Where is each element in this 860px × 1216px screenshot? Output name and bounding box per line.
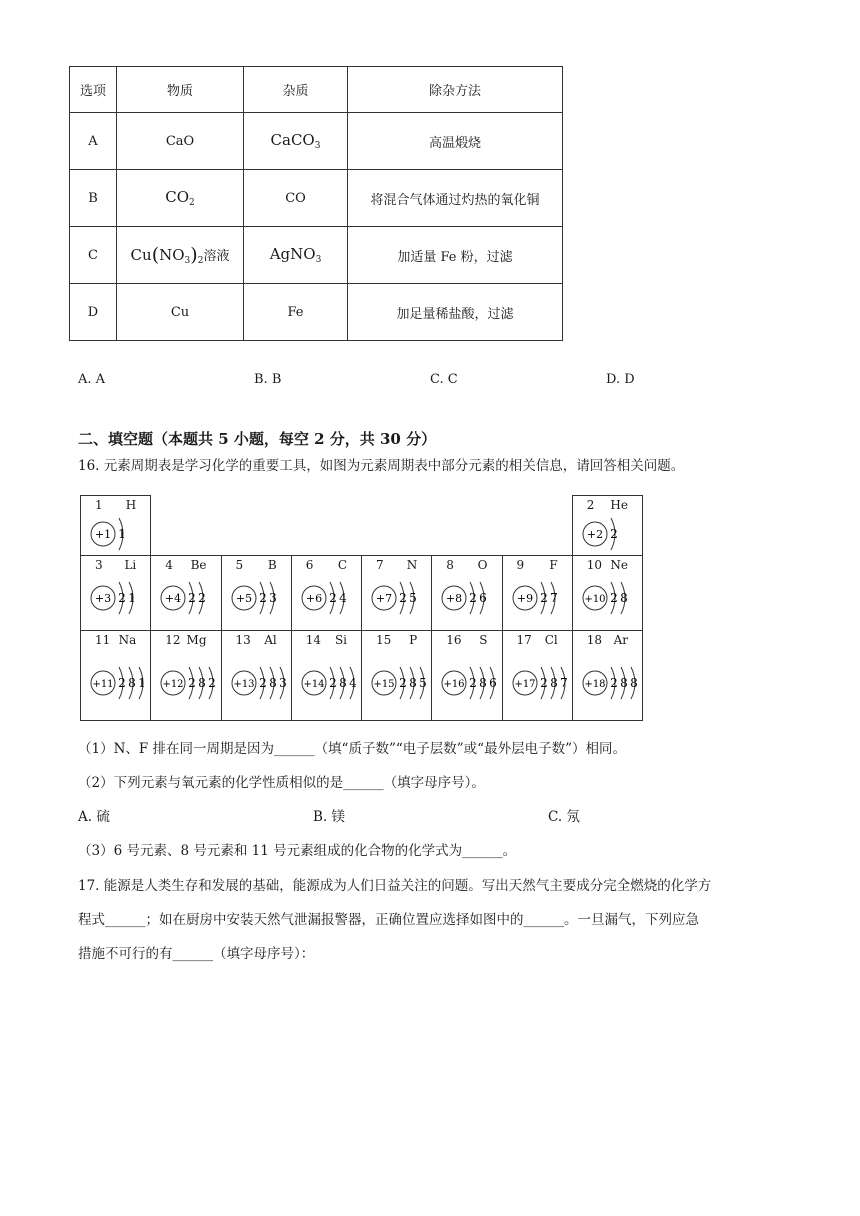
table-header-cell: 除杂方法 [348, 67, 563, 113]
subscript: 3 [184, 256, 191, 266]
nuclear-charge: +8 [446, 592, 463, 605]
element-cell [291, 555, 362, 631]
atomic-number: 8 [446, 558, 454, 572]
element-cell [431, 555, 502, 631]
impurity-formula: CaCO [270, 131, 315, 149]
q16-option-a[interactable]: A. 硫 [78, 809, 110, 825]
element-symbol: Li [124, 558, 137, 572]
substance-cell [117, 170, 244, 227]
q16-stem: 16. 元素周期表是学习化学的重要工具，如图为元素周期表中部分元素的相关信息，请回答相关问题。 [78, 458, 685, 474]
element-cell [431, 630, 502, 721]
q16-sub1: （1）N、F 排在同一周期是因为______（填“质子数”“电子层数”或“最外层电子数”）相同。 [78, 741, 626, 757]
table-header-cell: 杂质 [244, 67, 348, 113]
element-cell [502, 630, 573, 721]
nuclear-charge: +9 [516, 592, 533, 605]
subscript: 3 [314, 141, 321, 151]
substance-formula: CO [165, 188, 190, 206]
table-header-cell: 物质 [117, 67, 244, 113]
shell-electron-count: 8 [128, 676, 136, 690]
atomic-number: 13 [235, 633, 251, 647]
element-cell [572, 630, 643, 721]
nuclear-charge: +10 [584, 594, 606, 605]
nuclear-charge: +3 [94, 592, 112, 605]
choice-b[interactable]: B. B [254, 372, 282, 387]
atomic-number: 11 [95, 633, 111, 647]
element-symbol: F [549, 558, 558, 572]
atom-structure-diagram [573, 631, 643, 721]
shell-electron-count: 8 [409, 676, 417, 690]
atom-structure-diagram [81, 556, 151, 631]
shell-electron-count: 2 [399, 676, 407, 690]
table-header-cell: 选项 [70, 67, 117, 113]
shell-electron-count: 3 [278, 676, 287, 690]
option-cell: D [70, 284, 117, 341]
element-symbol: H [125, 498, 137, 512]
element-symbol: Si [334, 633, 347, 647]
nuclear-charge: +11 [92, 679, 114, 690]
shell-electron-count: 2 [258, 591, 267, 605]
element-symbol: B [267, 558, 277, 572]
shell-electron-count: 2 [188, 676, 197, 690]
choice-c[interactable]: C. C [430, 372, 458, 387]
shell-electron-count: 2 [609, 527, 618, 541]
element-cell [291, 630, 362, 721]
atom-structure-diagram [222, 556, 292, 631]
method-cell: 加适量 Fe 粉，过滤 [348, 227, 563, 284]
option-cell: A [70, 113, 117, 170]
element-symbol: Al [264, 633, 277, 647]
table-row [70, 170, 563, 227]
q16-option-c[interactable]: C. 氖 [548, 809, 580, 825]
element-symbol: Be [190, 558, 207, 572]
shell-electron-count: 2 [539, 676, 548, 690]
shell-electron-count: 7 [549, 591, 558, 605]
substance-cell [117, 227, 244, 284]
atom-structure-diagram [573, 556, 643, 631]
option-cell: B [70, 170, 117, 227]
atom-structure-diagram [362, 631, 432, 721]
substance-cell: CaO [117, 113, 244, 170]
purification-table [69, 66, 563, 341]
atomic-number: 15 [376, 633, 392, 647]
element-cell [361, 555, 432, 631]
shell-electron-count: 2 [609, 676, 618, 690]
element-cell [221, 555, 292, 631]
atomic-number: 2 [586, 498, 595, 512]
atom-structure-diagram [292, 631, 362, 721]
atom-structure-diagram [432, 631, 502, 721]
atom-structure-diagram [222, 631, 292, 721]
subscript: 3 [315, 255, 322, 265]
nuclear-charge: +12 [162, 679, 184, 690]
shell-electron-count: 7 [559, 676, 568, 690]
method-cell: 加足量稀盐酸，过滤 [348, 284, 563, 341]
q17-line1: 17. 能源是人类生存和发展的基础，能源成为人们日益关注的问题。写出天然气主要成分完全燃烧的化学方 [78, 878, 712, 894]
section-heading: 二、填空题（本题共 5 小题，每空 2 分，共 30 分） [78, 430, 437, 448]
shell-electron-count: 2 [469, 676, 478, 690]
element-cell [572, 555, 643, 631]
element-cell [80, 495, 151, 556]
element-symbol: He [610, 498, 628, 512]
shell-electron-count: 1 [128, 591, 136, 605]
substance-formula-part: NO [159, 246, 185, 264]
element-symbol: N [406, 558, 418, 572]
substance-cell: Cu [117, 284, 244, 341]
shell-electron-count: 8 [338, 676, 347, 690]
shell-electron-count: 1 [138, 676, 146, 690]
shell-electron-count: 2 [328, 591, 337, 605]
shell-electron-count: 5 [409, 591, 417, 605]
atomic-number: 12 [165, 633, 181, 647]
periodic-table-figure [80, 495, 642, 720]
atom-structure-diagram [573, 496, 643, 556]
atomic-number: 7 [376, 558, 384, 572]
nuclear-charge: +1 [94, 528, 112, 541]
shell-electron-count: 4 [348, 676, 357, 690]
atom-structure-diagram [362, 556, 432, 631]
substance-formula-part: Cu [130, 246, 152, 264]
nuclear-charge: +4 [165, 592, 182, 605]
atom-structure-diagram [432, 556, 502, 631]
table-row [70, 113, 563, 170]
atomic-number: 9 [516, 558, 525, 572]
element-cell [221, 630, 292, 721]
table-row [70, 284, 563, 341]
shell-electron-count: 8 [619, 676, 628, 690]
shell-electron-count: 2 [399, 591, 407, 605]
element-symbol: Ar [613, 633, 628, 647]
shell-electron-count: 8 [198, 676, 207, 690]
method-cell: 高温煅烧 [348, 113, 563, 170]
shell-electron-count: 2 [539, 591, 548, 605]
nuclear-charge: +6 [305, 592, 322, 605]
atomic-number: 17 [516, 633, 532, 647]
q17-line2: 程式______；如在厨房中安装天然气泄漏报警器，正确位置应选择如图中的______。一旦漏气，下列应急 [78, 912, 699, 928]
shell-electron-count: 8 [619, 591, 628, 605]
shell-electron-count: 8 [268, 676, 277, 690]
element-symbol: S [479, 633, 488, 647]
element-cell [502, 555, 573, 631]
nuclear-charge: +15 [373, 679, 395, 690]
atomic-number: 4 [165, 558, 173, 572]
impurity-cell: CO [244, 170, 348, 227]
element-cell [361, 630, 432, 721]
q17-line3: 措施不可行的有______（填字母序号）： [78, 946, 315, 962]
nuclear-charge: +13 [232, 679, 255, 690]
atomic-number: 10 [586, 558, 603, 572]
nuclear-charge: +14 [303, 679, 325, 690]
subscript: 2 [197, 256, 204, 266]
shell-electron-count: 6 [479, 591, 488, 605]
element-cell [80, 630, 151, 721]
atomic-number: 5 [235, 558, 244, 572]
impurity-cell [244, 113, 348, 170]
atomic-number: 1 [95, 498, 103, 512]
shell-electron-count: 1 [118, 527, 126, 541]
shell-electron-count: 2 [609, 591, 618, 605]
element-symbol: Mg [186, 633, 207, 647]
impurity-formula: AgNO [269, 245, 316, 263]
option-cell: C [70, 227, 117, 284]
atom-structure-diagram [151, 556, 221, 631]
atomic-number: 14 [305, 633, 322, 647]
atom-structure-diagram [81, 496, 151, 556]
atom-structure-diagram [503, 556, 573, 631]
choice-d[interactable]: D. D [606, 372, 635, 387]
element-cell [150, 630, 221, 721]
shell-electron-count: 2 [258, 676, 267, 690]
atomic-number: 18 [586, 633, 603, 647]
nuclear-charge: +7 [375, 592, 393, 605]
nuclear-charge: +2 [586, 528, 603, 541]
shell-electron-count: 5 [419, 676, 427, 690]
shell-electron-count: 8 [629, 676, 638, 690]
element-cell [572, 495, 643, 556]
element-symbol: C [337, 558, 347, 572]
nuclear-charge: +17 [513, 679, 536, 690]
element-symbol: Ne [610, 558, 628, 572]
atomic-number: 16 [446, 633, 462, 647]
shell-electron-count: 2 [118, 676, 126, 690]
paren-open: ( [151, 244, 160, 266]
shell-electron-count: 2 [328, 676, 337, 690]
shell-electron-count: 2 [118, 591, 126, 605]
q16-sub2: （2）下列元素与氧元素的化学性质相似的是______（填字母序号）。 [78, 775, 485, 791]
q16-sub3: （3）6 号元素、8 号元素和 11 号元素组成的化合物的化学式为______。 [78, 843, 517, 859]
shell-electron-count: 2 [208, 676, 217, 690]
element-cell [80, 555, 151, 631]
element-symbol: Na [118, 633, 137, 647]
atom-structure-diagram [81, 631, 151, 721]
table-row [70, 227, 563, 284]
impurity-cell: Fe [244, 284, 348, 341]
method-cell: 将混合气体通过灼热的氧化铜 [348, 170, 563, 227]
atom-structure-diagram [503, 631, 573, 721]
nuclear-charge: +5 [235, 592, 252, 605]
shell-electron-count: 2 [198, 591, 207, 605]
subscript: 2 [189, 198, 195, 208]
atom-structure-diagram [292, 556, 362, 631]
impurity-cell [244, 227, 348, 284]
atom-structure-diagram [151, 631, 221, 721]
element-symbol: P [409, 633, 418, 647]
paren-close: ) [190, 244, 198, 266]
element-cell [150, 555, 221, 631]
shell-electron-count: 8 [549, 676, 558, 690]
shell-electron-count: 8 [479, 676, 488, 690]
shell-electron-count: 3 [268, 591, 277, 605]
atomic-number: 3 [95, 558, 103, 572]
choice-a[interactable]: A. A [78, 372, 106, 387]
q16-option-b[interactable]: B. 镁 [313, 809, 346, 825]
element-symbol: O [477, 558, 488, 572]
shell-electron-count: 4 [338, 591, 347, 605]
shell-electron-count: 2 [469, 591, 478, 605]
shell-electron-count: 2 [188, 591, 197, 605]
nuclear-charge: +18 [584, 679, 606, 690]
substance-suffix: 溶液 [203, 249, 230, 264]
table-header-row [70, 67, 563, 113]
atomic-number: 6 [305, 558, 314, 572]
shell-electron-count: 6 [489, 676, 498, 690]
element-symbol: Cl [544, 633, 558, 647]
nuclear-charge: +16 [443, 679, 465, 690]
